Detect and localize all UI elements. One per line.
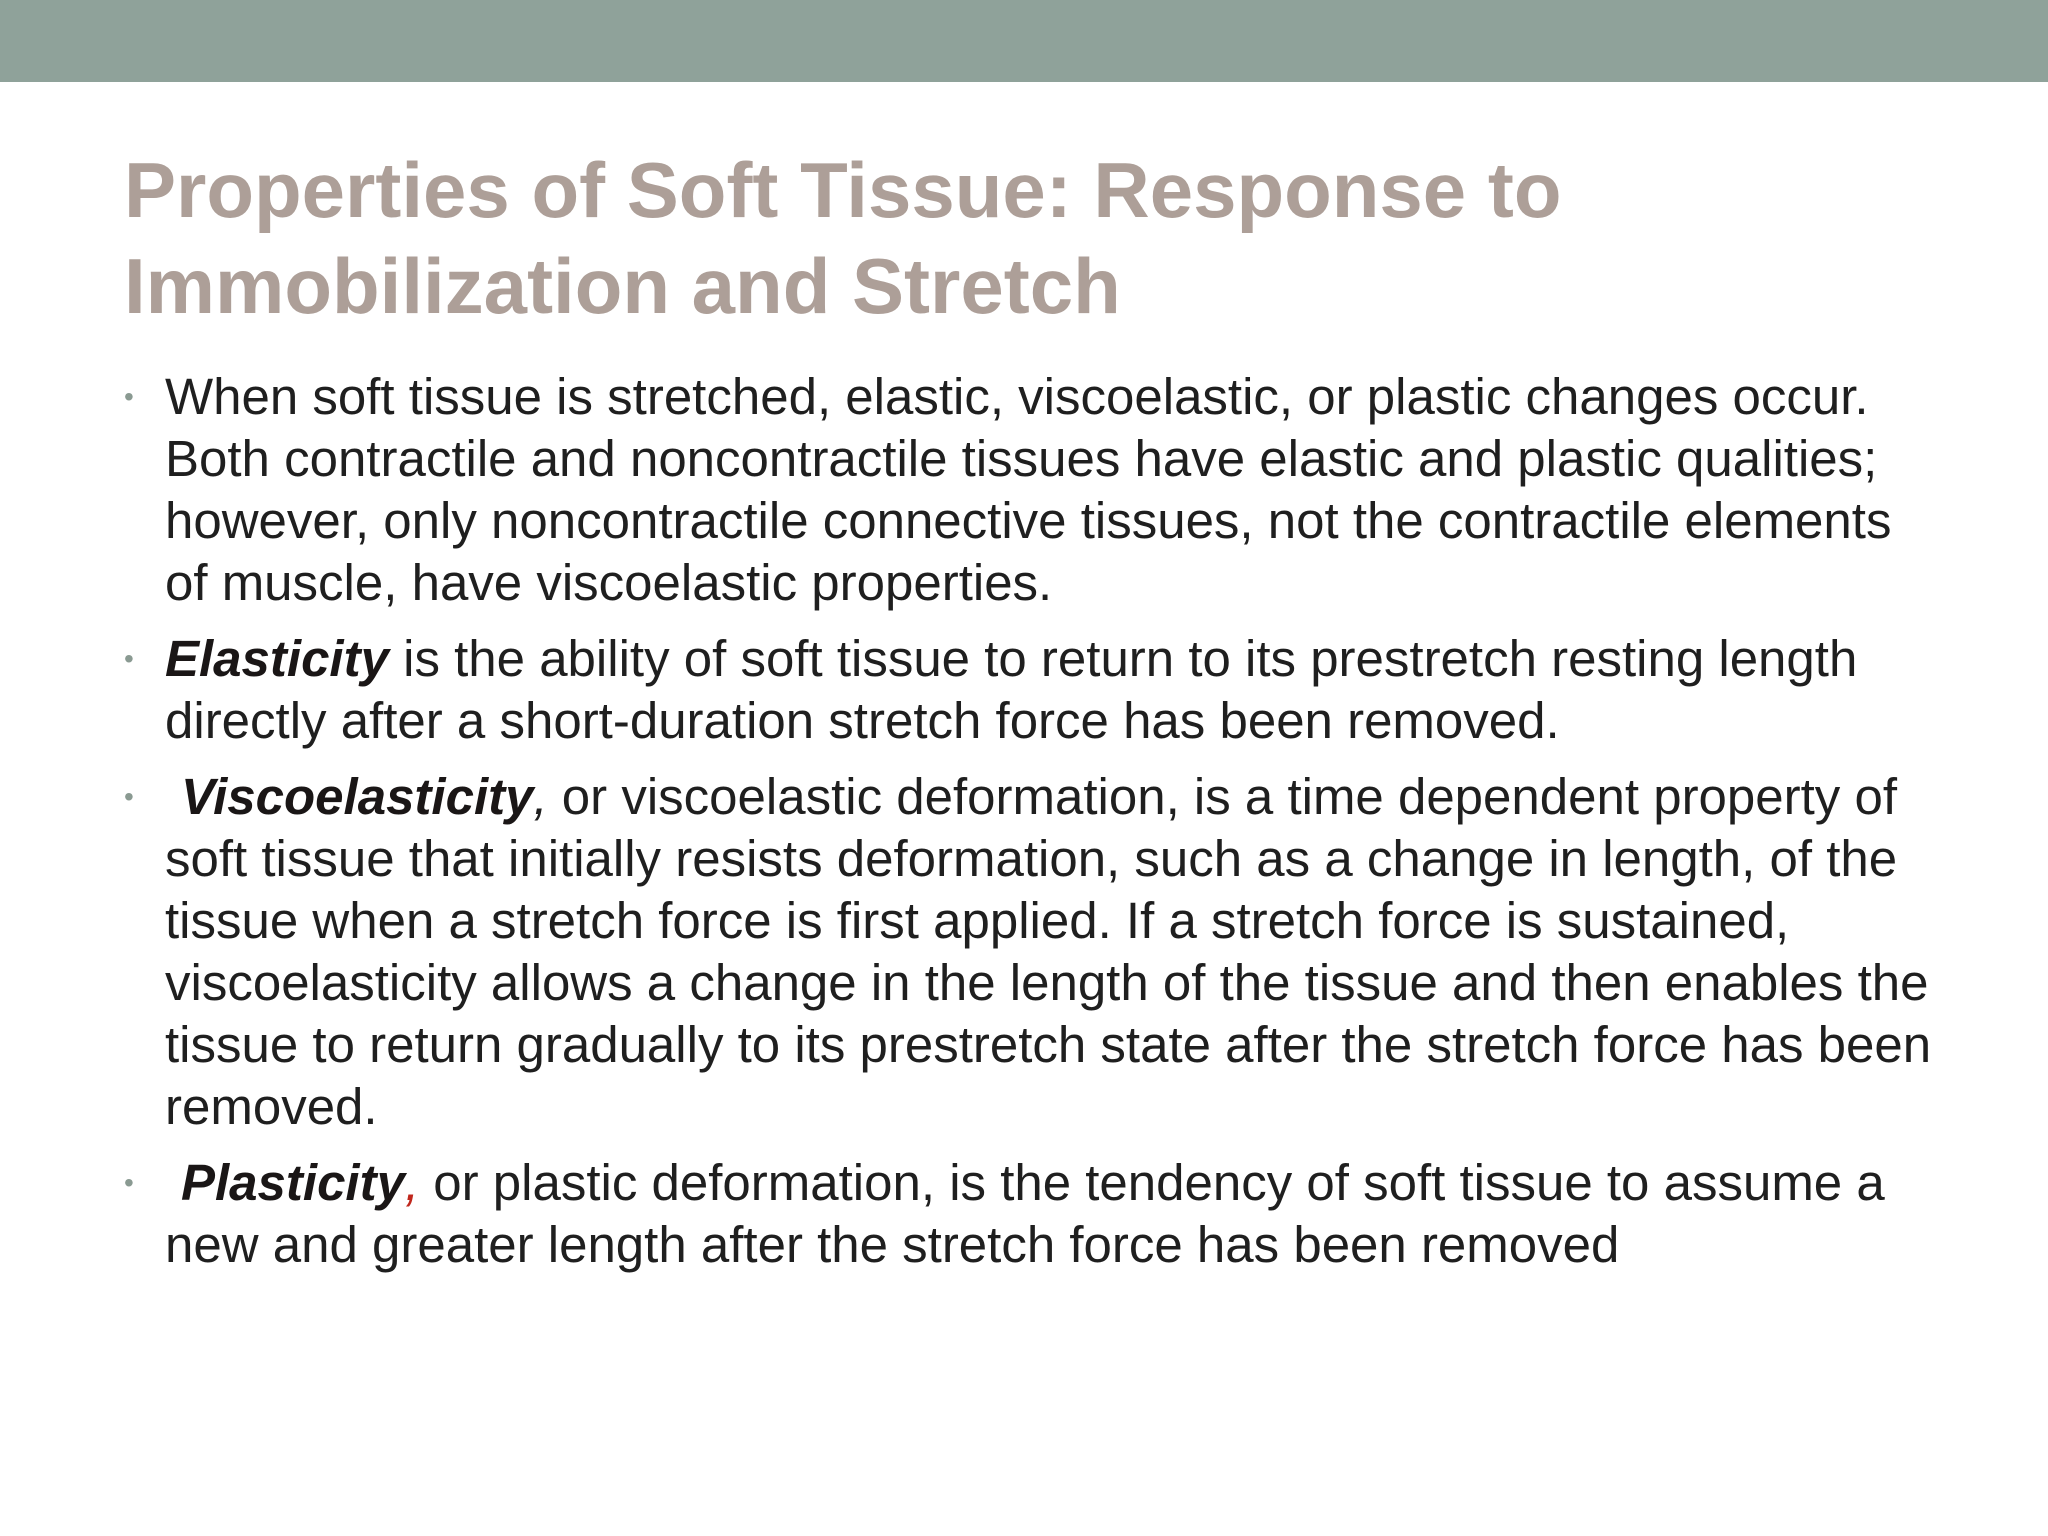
bullet-list (124, 366, 1944, 1276)
bullet-marker: • (124, 643, 134, 674)
bullet-marker: • (124, 781, 134, 812)
slide-title: Properties of Soft Tissue: Response to Immobilization and Stretch (124, 146, 1562, 330)
bullet-text: or plastic deformation, is the tendency of soft tissue to assume a new and greater length after the stretch force has been removed (165, 1154, 1885, 1273)
term-plasticity: Plasticity (181, 1154, 405, 1211)
bullet-item (124, 628, 1944, 752)
bullet-text: or viscoelastic deformation, is a time dependent property of soft tissue that initially resists deformation, such as a change in length, of the tissue when a stretch force is first applied. If a stretch force is sustained, viscoelasticity allows a change in the length of the tissue and then enables the tissue to return gradually to its prestretch state after the stretch force has been removed. (165, 768, 1932, 1135)
term-viscoelasticity: Viscoelasticity (181, 768, 534, 825)
bullet-item (124, 766, 1944, 1138)
bullet-marker: • (124, 1167, 134, 1198)
bullet-marker: • (124, 381, 134, 412)
bullet-item (124, 1152, 1944, 1276)
term-comma: , (533, 768, 548, 825)
term-comma: , (404, 1154, 420, 1211)
bullet-text: is the ability of soft tissue to return to its prestretch resting length directly after a short-duration stretch force has been removed. (165, 630, 1858, 749)
top-accent-bar (0, 0, 2048, 82)
bullet-text: When soft tissue is stretched, elastic, viscoelastic, or plastic changes occur. Both contractile and noncontractile tissues have elastic and plastic qualities; however, only noncontractile connective tissues, not the contractile elements of muscle, have viscoelastic properties. (165, 368, 1892, 611)
term-elasticity: Elasticity (165, 630, 389, 687)
bullet-item (124, 366, 1944, 614)
